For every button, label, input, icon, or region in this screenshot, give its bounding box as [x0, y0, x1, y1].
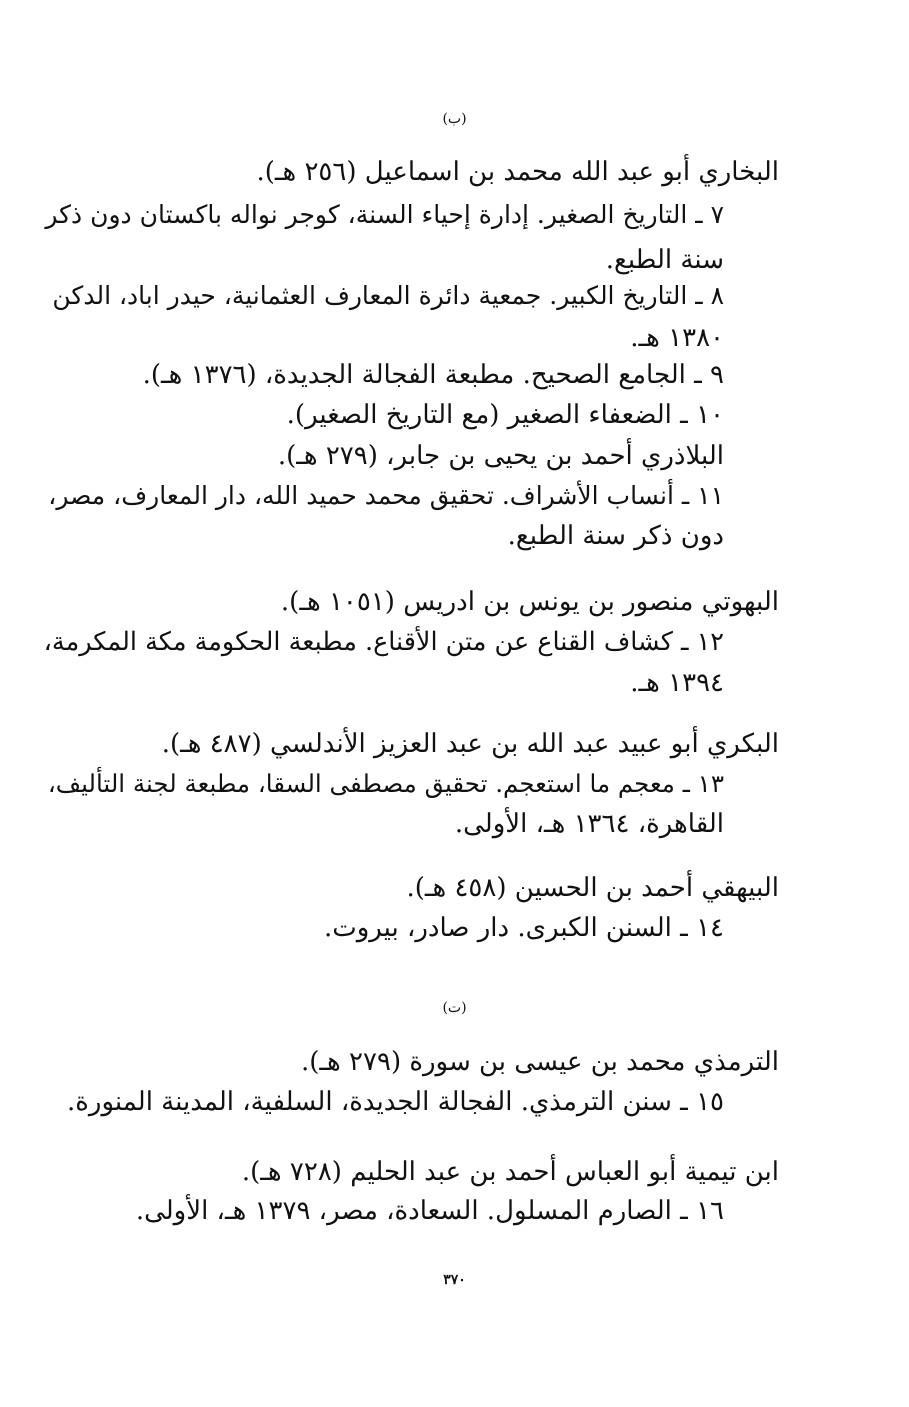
page-number: ٣٧٠	[443, 1272, 466, 1288]
work-8-line1: ٨ ـ التاريخ الكبير. جمعية دائرة المعارف العثمانية، حيدر اباد، الدكن	[52, 281, 724, 310]
work-13-line1: ١٣ ـ معجم ما استعجم. تحقيق مصطفى السقا، مطبعة لجنة التأليف،	[47, 769, 724, 798]
author-ibn-taymiyya: ابن تيمية أبو العباس أحمد بن عبد الحليم (٧٢٨ هـ).	[241, 1157, 779, 1187]
work-15-line1: ١٥ ـ سنن الترمذي. الفجالة الجديدة، السلفية، المدينة المنورة.	[67, 1087, 724, 1117]
author-tirmidhi: الترمذي محمد بن عيسى بن سورة (٢٧٩ هـ).	[301, 1047, 779, 1077]
work-7-line2: سنة الطبع.	[605, 245, 724, 275]
section-heading-ta: (ت)	[442, 1000, 467, 1016]
work-12-line2: ١٣٩٤ هـ.	[630, 668, 724, 698]
work-11-line2: دون ذكر سنة الطبع.	[507, 521, 724, 551]
author-bukhari: البخاري أبو عبد الله محمد بن اسماعيل (٢٥٦ هـ).	[256, 157, 779, 187]
work-12-line1: ١٢ ـ كشاف القناع عن متن الأقناع. مطبعة الحكومة مكة المكرمة،	[43, 627, 724, 657]
author-bakri: البكري أبو عبيد عبد الله بن عبد العزيز الأندلسي (٤٨٧ هـ).	[161, 729, 779, 759]
work-7-line1: ٧ ـ التاريخ الصغير. إدارة إحياء السنة، كوجر نواله باكستان دون ذكر	[45, 200, 724, 229]
work-11-line1: ١١ ـ أنساب الأشراف. تحقيق محمد حميد الله، دار المعارف، مصر،	[48, 481, 724, 510]
author-baladhuri: البلاذري أحمد بن يحيى بن جابر، (٢٧٩ هـ).	[277, 441, 724, 471]
work-16-line1: ١٦ ـ الصارم المسلول. السعادة، مصر، ١٣٧٩ هـ، الأولى.	[135, 1196, 724, 1226]
work-10-line1: ١٠ ـ الضعفاء الصغير (مع التاريخ الصغير).	[286, 400, 724, 430]
work-13-line2: القاهرة، ١٣٦٤ هـ، الأولى.	[454, 809, 724, 839]
work-8-line2: ١٣٨٠ هـ.	[630, 323, 724, 353]
work-14-line1: ١٤ ـ السنن الكبرى. دار صادر، بيروت.	[323, 913, 724, 943]
author-bayhaqi: البيهقي أحمد بن الحسين (٤٥٨ هـ).	[406, 873, 779, 903]
work-9-line1: ٩ ـ الجامع الصحيح. مطبعة الفجالة الجديدة، (١٣٧٦ هـ).	[142, 360, 724, 390]
section-heading-ba: (ب)	[442, 111, 467, 127]
author-buhuti: البهوتي منصور بن يونس بن ادريس (١٠٥١ هـ).	[280, 587, 779, 617]
